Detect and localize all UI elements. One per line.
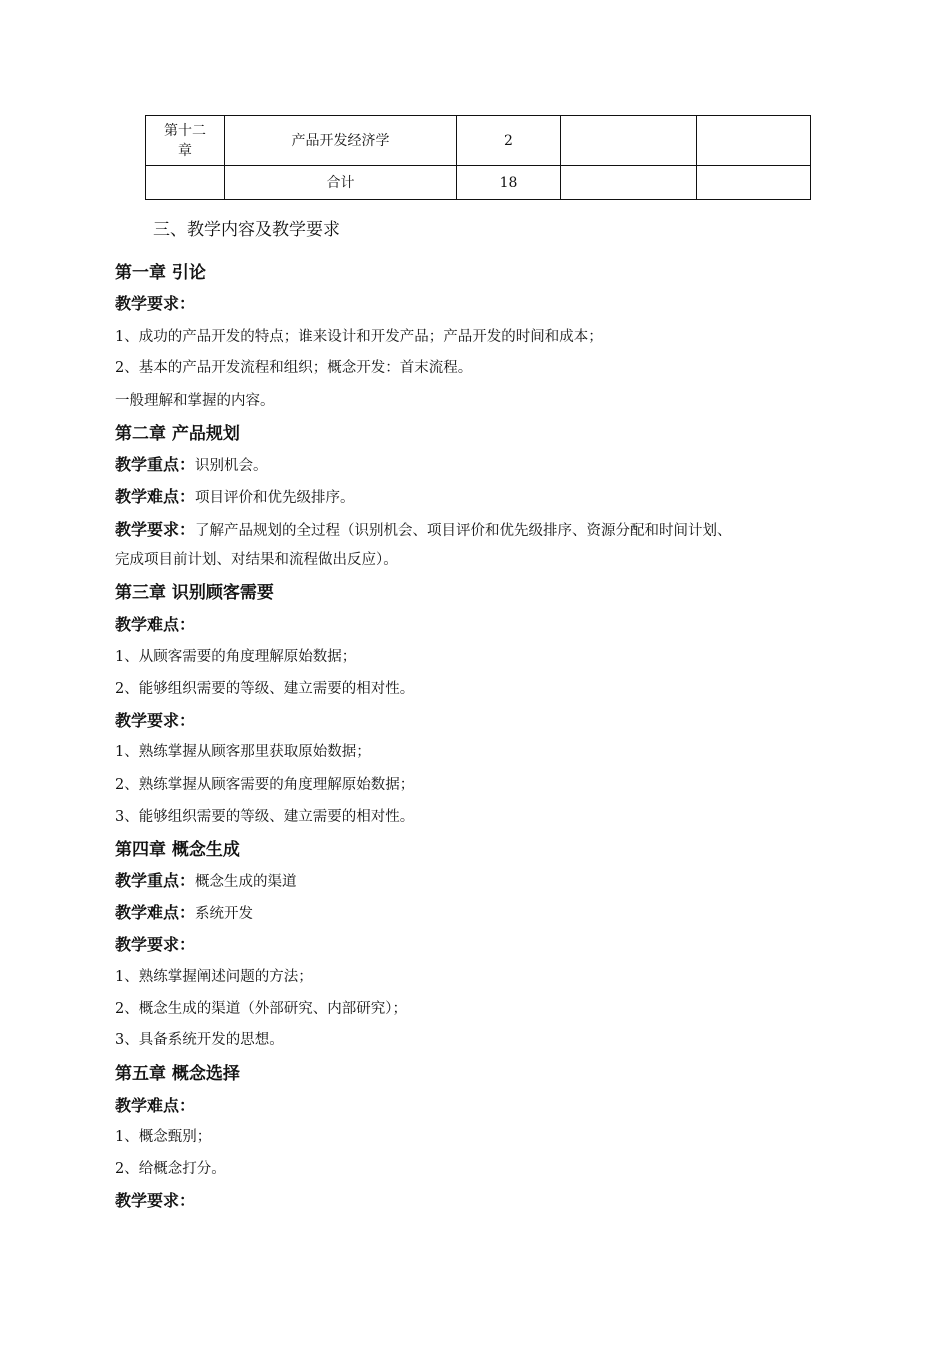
difficulty-text: 系统开发 <box>195 906 254 922</box>
ch4-req-item-2: 2、概念生成的渠道（外部研究、内部研究）； <box>115 1001 407 1017</box>
ch5-diff-item-2: 2、给概念打分。 <box>115 1161 226 1177</box>
total-hours-cell: 18 <box>457 166 561 200</box>
ch2-key-point <box>115 452 268 475</box>
ch5-diff-item-1: 1、概念甄别； <box>115 1129 212 1145</box>
ch5-requirements-label: 教学要求： <box>115 1191 196 1210</box>
ch1-note: 一般理解和掌握的内容。 <box>115 393 275 409</box>
table-row <box>146 166 811 200</box>
empty-cell <box>697 166 811 200</box>
requirements-label: 教学要求： <box>115 520 196 539</box>
ch4-req-item-1: 1、熟练掌握阐述问题的方法； <box>115 969 313 985</box>
key-point-label: 教学重点： <box>115 871 196 890</box>
empty-cell <box>561 166 697 200</box>
hours-cell: 2 <box>457 116 561 166</box>
key-point-label: 教学重点： <box>115 455 196 474</box>
chapter-1-title: 第一章 引论 <box>115 263 206 283</box>
key-point-text: 识别机会。 <box>195 458 268 474</box>
table-row <box>146 116 811 166</box>
ch4-key-point <box>115 868 297 891</box>
ch1-requirements-label: 教学要求： <box>115 294 196 313</box>
ch4-req-item-3: 3、具备系统开发的思想。 <box>115 1032 284 1048</box>
ch1-item-1: 1、成功的产品开发的特点；谁来设计和开发产品；产品开发的时间和成本； <box>115 329 603 345</box>
empty-cell <box>561 116 697 166</box>
difficulty-text: 项目评价和优先级排序。 <box>195 490 355 506</box>
chapter-3-title: 第三章 识别顾客需要 <box>115 583 274 603</box>
difficulty-label: 教学难点： <box>115 903 196 922</box>
total-label-cell: 合计 <box>225 166 457 200</box>
ch5-difficulty-label: 教学难点： <box>115 1096 196 1115</box>
ch3-req-item-2: 2、熟练掌握从顾客需要的角度理解原始数据； <box>115 777 415 793</box>
ch2-difficulty <box>115 484 355 507</box>
requirements-text: 了解产品规划的全过程（识别机会、项目评价和优先级排序、资源分配和时间计划、 <box>195 523 732 539</box>
hours-table <box>145 115 811 200</box>
ch3-req-item-1: 1、熟练掌握从顾客那里获取原始数据； <box>115 744 371 760</box>
ch4-requirements-label: 教学要求： <box>115 935 196 954</box>
ch3-requirements-label: 教学要求： <box>115 711 196 730</box>
ch4-difficulty <box>115 900 253 923</box>
chapter-4-title: 第四章 概念生成 <box>115 840 240 860</box>
chapter-cell <box>146 166 225 200</box>
difficulty-label: 教学难点： <box>115 487 196 506</box>
key-point-text: 概念生成的渠道 <box>195 874 297 890</box>
chapter-name-cell: 产品开发经济学 <box>225 116 457 166</box>
ch1-item-2: 2、基本的产品开发流程和组织；概念开发：首末流程。 <box>115 360 473 376</box>
ch3-diff-item-1: 1、从顾客需要的角度理解原始数据； <box>115 649 357 665</box>
ch3-difficulty-label: 教学难点： <box>115 615 196 634</box>
ch2-requirements <box>115 517 732 540</box>
chapter-5-title: 第五章 概念选择 <box>115 1064 240 1084</box>
ch2-requirements-cont: 完成项目前计划、对结果和流程做出反应）。 <box>115 552 398 568</box>
ch3-diff-item-2: 2、能够组织需要的等级、建立需要的相对性。 <box>115 681 415 697</box>
section-3-heading: 三、教学内容及教学要求 <box>153 220 340 240</box>
empty-cell <box>697 116 811 166</box>
ch3-req-item-3: 3、能够组织需要的等级、建立需要的相对性。 <box>115 809 415 825</box>
chapter-2-title: 第二章 产品规划 <box>115 424 240 444</box>
chapter-cell: 第十二 章 <box>146 116 225 166</box>
